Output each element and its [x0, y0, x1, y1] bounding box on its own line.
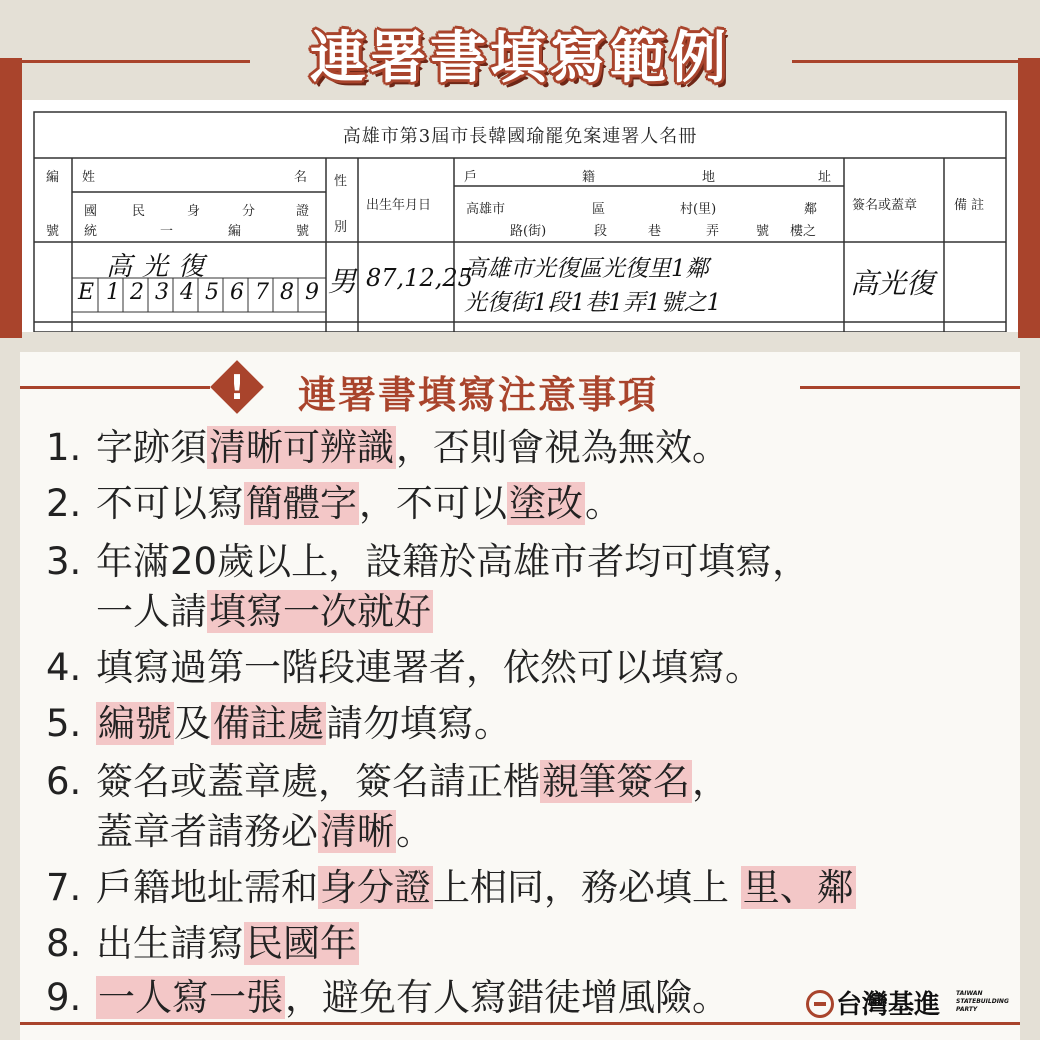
notice-text: 請勿填寫。 [326, 702, 511, 745]
col-address-village: 村(里) [680, 202, 717, 217]
col-birth: 出生年月日 [366, 198, 432, 213]
notice-item-number: 8. [46, 922, 82, 965]
highlighted-text: 親筆簽名 [542, 760, 690, 803]
highlighted-text: 民國年 [246, 922, 357, 965]
col-gender-bottom: 別 [334, 220, 348, 235]
id-digit: 2 [130, 280, 144, 305]
notice-text: 上相同，務必填上 [433, 866, 741, 909]
notice-text: ， [692, 760, 729, 803]
notice-text: 填寫過第一階段連署者，依然可以填寫。 [96, 646, 762, 689]
notice-item [46, 972, 729, 1024]
notice-text: 。 [396, 810, 433, 853]
warning-icon-glyph: ! [229, 368, 245, 408]
form-title: 高雄市第3屆市長韓國瑜罷免案連署人名冊 [342, 126, 698, 147]
logo-en-line: STATEBUILDING [956, 998, 1009, 1005]
id-digit: 6 [230, 280, 244, 305]
notice-item-number: 6. [46, 760, 82, 803]
id-label-8: 編 [228, 224, 242, 239]
col-address-3: 地 [702, 170, 716, 185]
sample-form [22, 100, 1018, 332]
notice-text: 戶籍地址需和 [96, 866, 318, 909]
notice-text: 年滿20歲以上，設籍於高雄市者均可填寫， [96, 540, 810, 583]
sample-address-line1: 高雄市光復區光復里1鄰 [464, 256, 709, 282]
notice-item [46, 422, 729, 474]
notice-item [46, 586, 433, 638]
highlighted-text: 簡體字 [246, 482, 357, 525]
col-number-top: 編 [46, 170, 60, 185]
notice-text: 不可以寫 [96, 482, 244, 525]
sample-address-line2: 光復街1段1巷1弄1號之1 [464, 290, 722, 316]
highlighted-text: 編號 [98, 702, 172, 745]
col-address-lane: 巷 [648, 224, 662, 239]
notice-text: 一人請 [96, 590, 207, 633]
highlighted-text: 里、鄰 [742, 866, 854, 909]
col-remark: 備 註 [954, 198, 985, 213]
notice-text: ，否則會視為無效。 [396, 426, 729, 469]
notice-text: 及 [174, 702, 211, 745]
col-address-floor: 樓之 [790, 224, 817, 239]
id-label-2: 民 [132, 204, 146, 219]
notice-item [46, 862, 856, 914]
notice-rule-left [20, 386, 210, 389]
highlighted-text: 塗改 [509, 482, 583, 525]
id-label-5: 證 [296, 204, 310, 219]
logo-en-line: PARTY [956, 1006, 978, 1013]
notice-item [46, 478, 622, 530]
logo-en-line: TAIWAN [956, 990, 983, 997]
notice-title: 連署書填寫注意事項 [298, 373, 659, 417]
notice-item [46, 642, 762, 694]
notice-text: 出生請寫 [96, 922, 244, 965]
notice-item-number: 2. [46, 482, 82, 525]
sample-gender: 男 [328, 265, 357, 298]
sample-id-row [72, 278, 326, 312]
notice-text: 簽名或蓋章處，簽名請正楷 [96, 760, 540, 803]
id-digit: 4 [180, 280, 194, 305]
sample-name: 高光復 [106, 252, 215, 282]
col-number-bottom: 號 [46, 224, 60, 239]
id-digit: 7 [255, 280, 269, 305]
sample-signature: 高光復 [850, 267, 935, 300]
notice-rule-right [800, 386, 1020, 389]
right-accent-bar [1018, 58, 1040, 338]
col-address-section: 段 [594, 224, 608, 239]
notice-text: ，不可以 [359, 482, 507, 525]
col-address-neighbor: 鄰 [804, 202, 818, 217]
notice-item [46, 806, 433, 858]
id-digit: E [78, 280, 95, 305]
sample-birth: 87,12,25 [366, 264, 473, 292]
highlighted-text: 身分證 [320, 866, 431, 909]
highlighted-text: 清晰 [320, 810, 394, 853]
id-label-1: 國 [84, 204, 98, 219]
id-digit: 5 [205, 280, 219, 305]
highlighted-text: 填寫一次就好 [209, 590, 431, 633]
notice-item-number: 9. [46, 976, 82, 1019]
highlighted-text: 一人寫一張 [98, 976, 283, 1019]
highlighted-text: 備註處 [213, 702, 324, 745]
notice-item [46, 756, 729, 808]
id-label-6: 統 [84, 224, 98, 239]
col-address-alley: 弄 [706, 224, 720, 239]
notice-text: ，避免有人寫錯徒增風險。 [285, 976, 729, 1019]
id-label-7: 一 [160, 224, 174, 239]
notice-text: 字跡須 [96, 426, 207, 469]
highlighted-text: 清晰可辨識 [209, 426, 394, 469]
col-name-surname: 姓 [82, 170, 96, 185]
col-address-district: 區 [592, 202, 606, 217]
left-accent-bar [0, 58, 22, 338]
id-digit: 8 [280, 280, 294, 305]
col-address-4: 址 [818, 170, 832, 185]
col-gender-top: 性 [334, 174, 348, 189]
id-digit: 3 [155, 280, 169, 305]
col-name-given: 名 [294, 170, 308, 185]
logo-name: 台灣基進 [836, 990, 941, 1020]
notice-item-number: 7. [46, 866, 82, 909]
notice-item [46, 536, 809, 588]
id-digit: 1 [106, 280, 120, 305]
notice-item-number: 4. [46, 646, 82, 689]
notice-item-number: 1. [46, 426, 82, 469]
notice-item [46, 918, 359, 970]
notice-item [46, 698, 511, 750]
id-label-3: 身 [187, 204, 201, 219]
col-address-2: 籍 [582, 170, 596, 185]
id-label-4: 分 [242, 204, 256, 219]
logo-english [956, 990, 1009, 1014]
notice-text: 蓋章者請務必 [96, 810, 318, 853]
col-address-1: 戶 [464, 170, 478, 185]
col-address-no: 號 [756, 224, 770, 239]
col-signature: 簽名或蓋章 [852, 198, 918, 213]
logo-icon [806, 990, 834, 1018]
notice-item-number: 3. [46, 540, 82, 583]
notice-text: 。 [585, 482, 622, 525]
col-address-city: 高雄市 [466, 202, 506, 217]
page-title: 連署書填寫範例 [310, 26, 730, 91]
col-address-road: 路(街) [510, 224, 547, 239]
id-digit: 9 [305, 280, 319, 305]
id-label-9: 號 [296, 224, 310, 239]
notice-item-number: 5. [46, 702, 82, 745]
